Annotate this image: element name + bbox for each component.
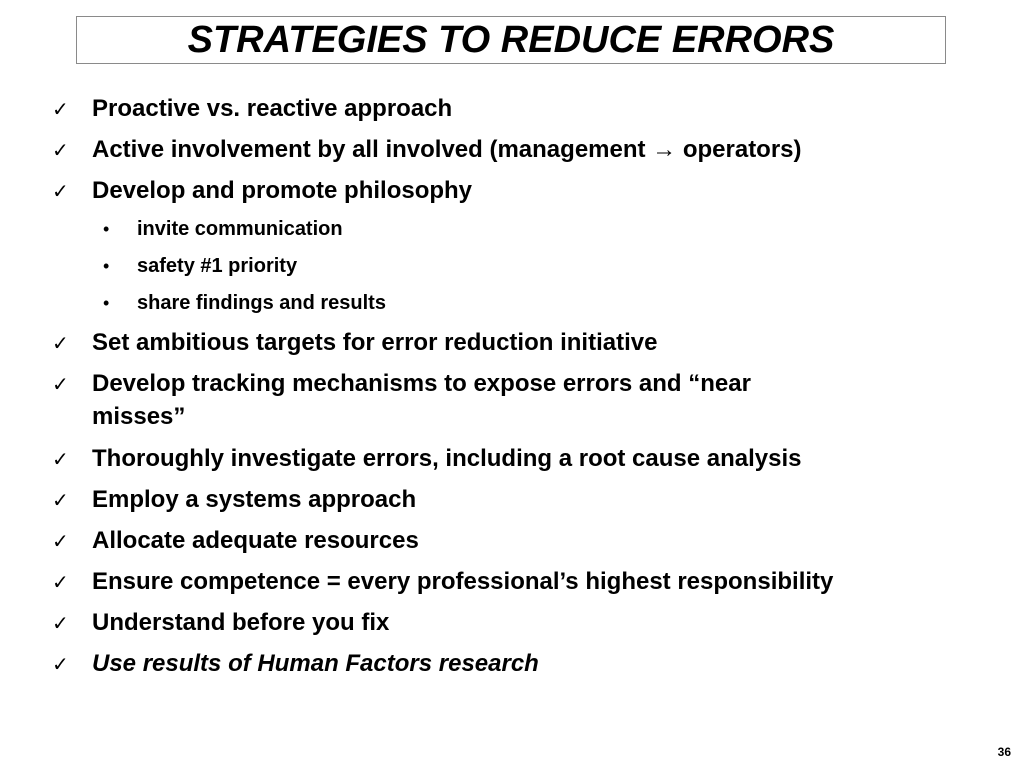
- list-item-text: misses”: [92, 403, 186, 430]
- page-number: 36: [997, 745, 1011, 759]
- list-item-text: Employ a systems approach: [92, 486, 417, 513]
- checkmark-icon: ✓: [52, 529, 69, 553]
- list-item-text: Proactive vs. reactive approach: [92, 95, 453, 122]
- bullet-icon: •: [103, 256, 110, 276]
- checkmark-icon: ✓: [52, 570, 69, 594]
- slide-title: STRATEGIES TO REDUCE ERRORS: [187, 19, 835, 61]
- checkmark-icon: ✓: [52, 179, 69, 203]
- checkmark-icon: ✓: [52, 331, 69, 355]
- checkmark-icon: ✓: [52, 447, 69, 471]
- checkmark-icon: ✓: [52, 488, 69, 512]
- checkmark-icon: ✓: [52, 652, 69, 676]
- bullet-icon: •: [103, 219, 110, 239]
- list-item-text: Understand before you fix: [92, 609, 390, 636]
- checkmark-icon: ✓: [52, 97, 69, 121]
- list-item-text: Use results of Human Factors research: [92, 650, 539, 677]
- bullet-icon: •: [103, 293, 110, 313]
- list-item-text: Develop tracking mechanisms to expose errors and “near: [92, 370, 751, 397]
- sub-list-item-text: safety #1 priority: [137, 255, 298, 277]
- list-item-text: Allocate adequate resources: [92, 527, 419, 554]
- list-item-text: Ensure competence = every professional’s highest responsibility: [92, 568, 834, 595]
- list-item-text: Set ambitious targets for error reduction initiative: [92, 329, 658, 356]
- list-item-text: Thoroughly investigate errors, including a root cause analysis: [92, 445, 802, 472]
- list-item-text: Active involvement by all involved (management → operators): [92, 136, 802, 163]
- checkmark-icon: ✓: [52, 611, 69, 635]
- checkmark-icon: ✓: [52, 138, 69, 162]
- sub-list-item-text: invite communication: [137, 218, 343, 240]
- list-item-text: Develop and promote philosophy: [92, 177, 473, 204]
- sub-list-item-text: share findings and results: [137, 292, 386, 314]
- checkmark-icon: ✓: [52, 372, 69, 396]
